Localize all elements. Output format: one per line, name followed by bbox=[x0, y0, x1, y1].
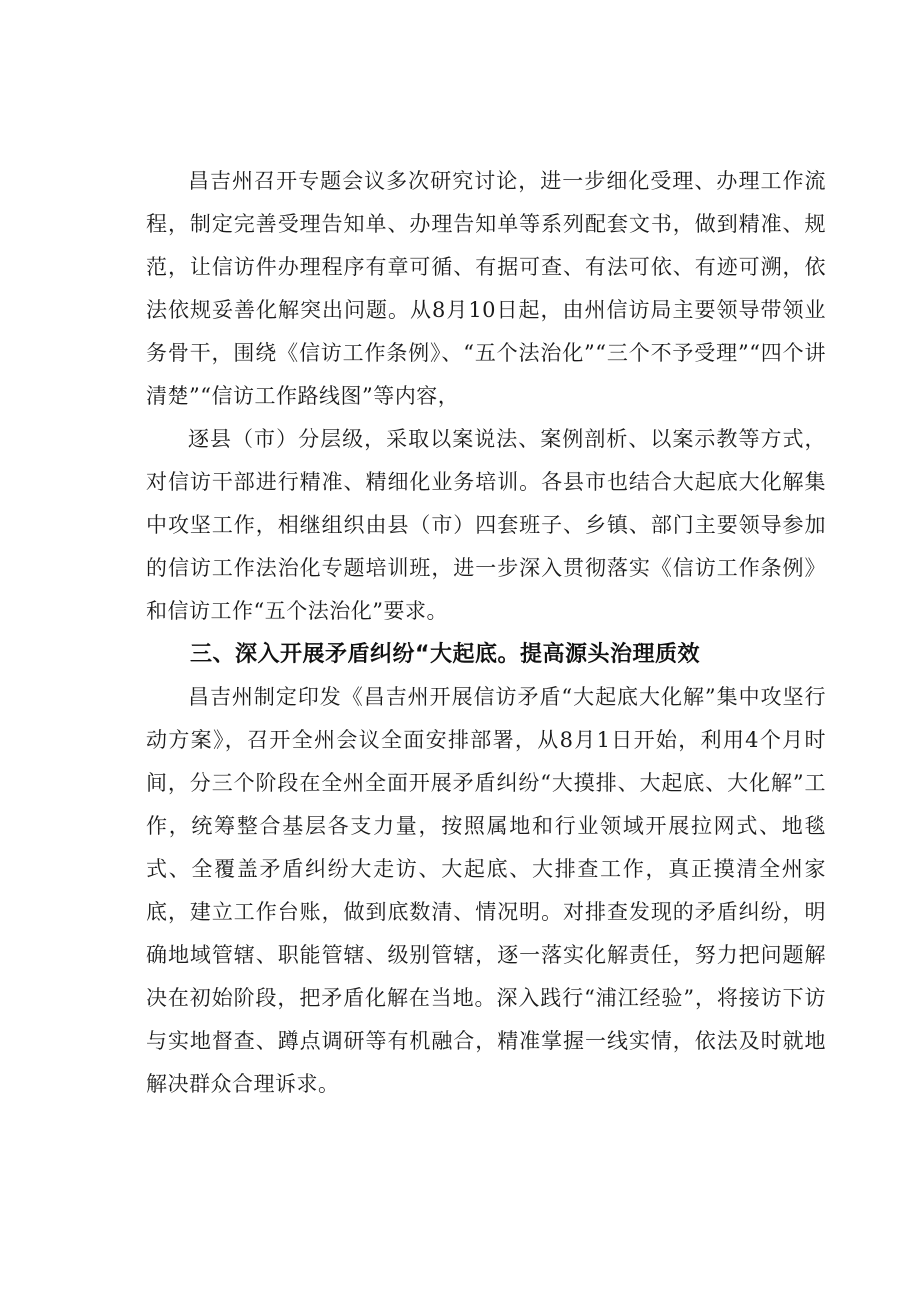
section-heading-3: 三、深入开展矛盾纠纷“大起底。提高源头治理质效 bbox=[190, 642, 700, 667]
paragraph-tiered-training: 逐县（市）分层级，采取以案说法、案例剖析、以案示教等方式，对信访干部进行精准、精细化业务培训。各县市也结合大起底大化解集中攻坚工作，相继组织由县（市）四套班子、乡镇、部门主要领导参加的信访工作法治化专题培训班，进一步深入贯彻落实《信访工作条例》和信访工作“五个法治化”要求。 bbox=[146, 427, 826, 623]
paragraph-training-workflow: 昌吉州召开专题会议多次研究讨论，进一步细化受理、办理工作流程，制定完善受理告知单、办理告知单等系列配套文书，做到精准、规范，让信访件办理程序有章可循、有据可查、有法可依、有迹可溯，依法依规妥善化解突出问题。从8月10日起，由州信访局主要领导带领业务骨干，围绕《信访工作条例》、“五个法治化”“三个不予受理”“四个讲清楚”“信访工作路线图”等内容， bbox=[146, 169, 826, 408]
document-body bbox=[146, 160, 826, 1106]
paragraph-dispute-campaign: 昌吉州制定印发《昌吉州开展信访矛盾“大起底大化解”集中攻坚行动方案》，召开全州会议全面安排部署，从8月1日开始，利用4个月时间，分三个阶段在全州全面开展矛盾纠纷“大摸排、大起底、大化解”工作，统筹整合基层各支力量，按照属地和行业领域开展拉网式、地毯式、全覆盖矛盾纠纷大走访、大起底、大排查工作，真正摸清全州家底，建立工作台账，做到底数清、情况明。对排查发现的矛盾纠纷，明确地域管辖、职能管辖、级别管辖，逐一落实化解责任，努力把问题解决在初始阶段，把矛盾化解在当地。深入践行“浦江经验”，将接访下访与实地督查、蹲点调研等有机融合，精准掌握一线实情，依法及时就地解决群众合理诉求。 bbox=[146, 685, 826, 1096]
